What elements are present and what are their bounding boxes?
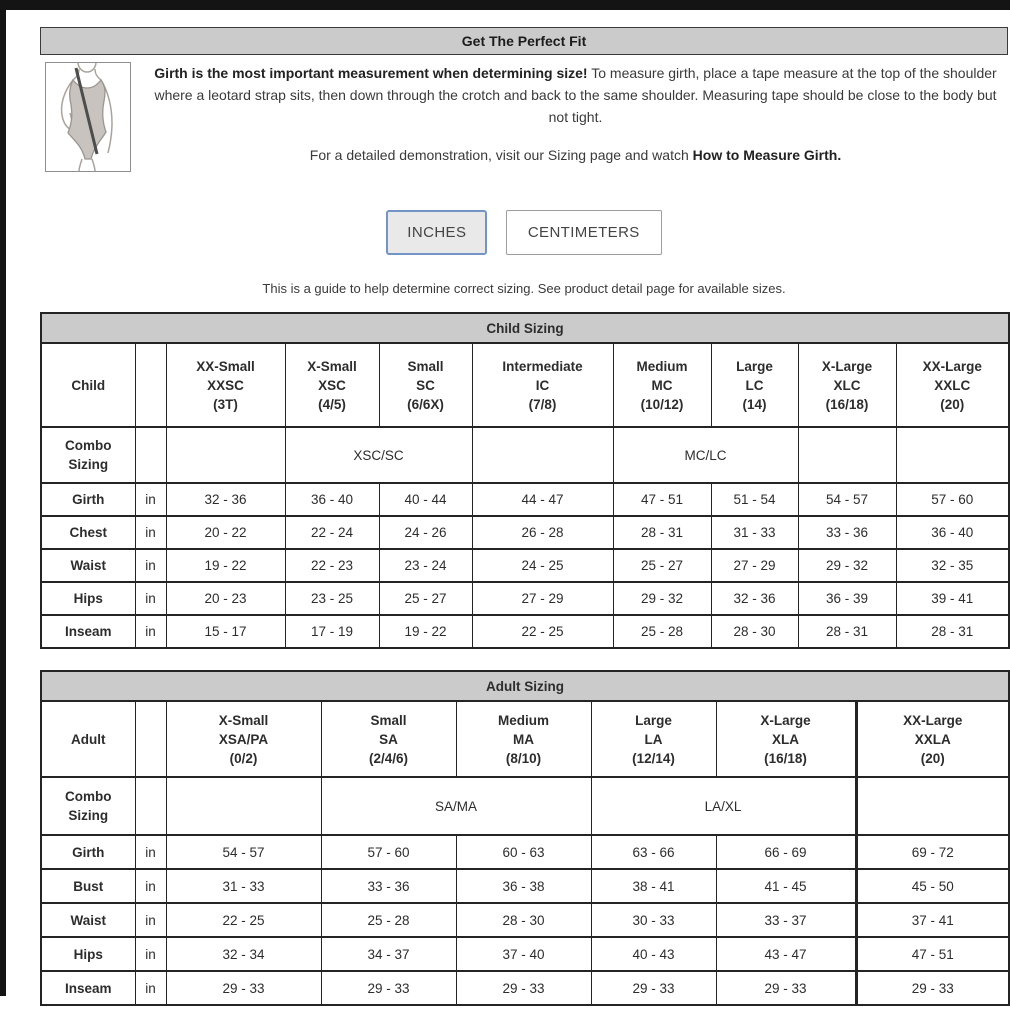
cell: 43 - 47 — [716, 937, 856, 971]
centimeters-button[interactable]: CENTIMETERS — [506, 210, 662, 255]
leotard-figure-icon — [46, 63, 130, 171]
cell: 27 - 29 — [711, 549, 798, 582]
cell: 36 - 40 — [285, 483, 379, 516]
column-header-xsa: X-Small XSA/PA (0/2) — [166, 701, 321, 777]
column-header-xlc: X-Large XLC (16/18) — [798, 343, 896, 427]
cell: 51 - 54 — [711, 483, 798, 516]
adult-sizing-table — [40, 670, 1010, 1006]
cell — [896, 427, 1009, 483]
cell: 22 - 23 — [285, 549, 379, 582]
adult-waist-row: Waist in 22 - 25 25 - 28 28 - 30 30 - 33 33 - 37 37 - 41 — [41, 903, 1009, 937]
child-girth-row: Girth in 32 - 36 36 - 40 40 - 44 44 - 47 47 - 51 51 - 54 54 - 57 57 - 60 — [41, 483, 1009, 516]
adult-row-header: Adult — [41, 701, 135, 777]
cell: 20 - 22 — [166, 516, 285, 549]
cell: 32 - 36 — [711, 582, 798, 615]
cell: 29 - 32 — [613, 582, 711, 615]
cell: 24 - 25 — [472, 549, 613, 582]
cell: 47 - 51 — [856, 937, 1009, 971]
demo-note: For a detailed demonstration, visit our Sizing page and watch How to Measure Girth. — [309, 147, 842, 163]
girth-intro-text — [131, 62, 1008, 166]
cell: 25 - 27 — [379, 582, 472, 615]
combo-la-xl: LA/XL — [591, 777, 856, 835]
cell: 44 - 47 — [472, 483, 613, 516]
child-inseam-row: Inseam in 15 - 17 17 - 19 19 - 22 22 - 25 25 - 28 28 - 30 28 - 31 28 - 31 — [41, 615, 1009, 648]
cell: 28 - 31 — [896, 615, 1009, 648]
inches-button[interactable]: INCHES — [386, 210, 487, 255]
cell: 41 - 45 — [716, 869, 856, 903]
cell: 29 - 33 — [321, 971, 456, 1005]
cell: 37 - 40 — [456, 937, 591, 971]
child-waist-row: Waist in 19 - 22 22 - 23 23 - 24 24 - 25 25 - 27 27 - 29 29 - 32 32 - 35 — [41, 549, 1009, 582]
cell — [135, 777, 166, 835]
girth-measurement-image — [45, 62, 131, 172]
cell — [472, 427, 613, 483]
cell: 23 - 25 — [285, 582, 379, 615]
window-frame-top — [0, 0, 1010, 10]
adult-table-title: Adult Sizing — [41, 671, 1009, 701]
unit-column-header — [135, 701, 166, 777]
window-frame-left — [0, 0, 6, 996]
cell: 36 - 38 — [456, 869, 591, 903]
cell: 28 - 31 — [798, 615, 896, 648]
cell: 32 - 34 — [166, 937, 321, 971]
adult-combo-row — [41, 777, 1009, 835]
column-header-lc: Large LC (14) — [711, 343, 798, 427]
cell: 36 - 39 — [798, 582, 896, 615]
cell: 25 - 27 — [613, 549, 711, 582]
cell — [856, 777, 1009, 835]
cell — [135, 427, 166, 483]
cell — [166, 777, 321, 835]
girth-intro-section — [40, 62, 1008, 172]
column-header-sa: Small SA (2/4/6) — [321, 701, 456, 777]
child-chest-row: Chest in 20 - 22 22 - 24 24 - 26 26 - 28 28 - 31 31 - 33 33 - 36 36 - 40 — [41, 516, 1009, 549]
cell: 24 - 26 — [379, 516, 472, 549]
column-header-ic: Intermediate IC (7/8) — [472, 343, 613, 427]
cell: 26 - 28 — [472, 516, 613, 549]
cell: 45 - 50 — [856, 869, 1009, 903]
cell: 33 - 36 — [798, 516, 896, 549]
cell: 29 - 33 — [456, 971, 591, 1005]
combo-sizing-label: Combo Sizing — [41, 777, 135, 835]
sizing-guide-page — [40, 10, 1008, 1006]
cell: 57 - 60 — [896, 483, 1009, 516]
cell: 22 - 25 — [472, 615, 613, 648]
child-hips-row: Hips in 20 - 23 23 - 25 25 - 27 27 - 29 29 - 32 32 - 36 36 - 39 39 - 41 — [41, 582, 1009, 615]
cell: 69 - 72 — [856, 835, 1009, 869]
combo-sizing-label: Combo Sizing — [41, 427, 135, 483]
cell: 29 - 33 — [166, 971, 321, 1005]
cell: 33 - 36 — [321, 869, 456, 903]
cell: 37 - 41 — [856, 903, 1009, 937]
column-header-xsc: X-Small XSC (4/5) — [285, 343, 379, 427]
cell: 40 - 44 — [379, 483, 472, 516]
cell: 15 - 17 — [166, 615, 285, 648]
cell: 22 - 24 — [285, 516, 379, 549]
column-header-sc: Small SC (6/6X) — [379, 343, 472, 427]
cell: 66 - 69 — [716, 835, 856, 869]
cell: 28 - 30 — [456, 903, 591, 937]
child-sizing-table — [40, 312, 1010, 649]
cell: 28 - 30 — [711, 615, 798, 648]
cell: 40 - 43 — [591, 937, 716, 971]
cell: 47 - 51 — [613, 483, 711, 516]
cell: 29 - 32 — [798, 549, 896, 582]
cell: 23 - 24 — [379, 549, 472, 582]
cell: 36 - 40 — [896, 516, 1009, 549]
cell: 28 - 31 — [613, 516, 711, 549]
combo-mc-lc: MC/LC — [613, 427, 798, 483]
cell: 38 - 41 — [591, 869, 716, 903]
cell: 20 - 23 — [166, 582, 285, 615]
girth-description: Girth is the most important measurement when determining size! To measure girth, place a tape measure at the top of the shoulder where a leotard strap sits, then down through the crotch and back to the same shoulder. Measuring tape should be close to the body but not tight. — [154, 65, 997, 125]
cell: 29 - 33 — [716, 971, 856, 1005]
adult-hips-row: Hips in 32 - 34 34 - 37 37 - 40 40 - 43 43 - 47 47 - 51 — [41, 937, 1009, 971]
cell: 25 - 28 — [321, 903, 456, 937]
cell: 22 - 25 — [166, 903, 321, 937]
cell: 31 - 33 — [711, 516, 798, 549]
cell: 63 - 66 — [591, 835, 716, 869]
cell: 32 - 36 — [166, 483, 285, 516]
child-combo-row — [41, 427, 1009, 483]
cell — [166, 427, 285, 483]
cell: 31 - 33 — [166, 869, 321, 903]
adult-inseam-row: Inseam in 29 - 33 29 - 33 29 - 33 29 - 33 29 - 33 29 - 33 — [41, 971, 1009, 1005]
column-header-xxlc: XX-Large XXLC (20) — [896, 343, 1009, 427]
cell: 54 - 57 — [166, 835, 321, 869]
combo-xsc-sc: XSC/SC — [285, 427, 472, 483]
cell: 39 - 41 — [896, 582, 1009, 615]
adult-header-row — [41, 701, 1009, 777]
cell: 32 - 35 — [896, 549, 1009, 582]
adult-girth-row: Girth in 54 - 57 57 - 60 60 - 63 63 - 66 66 - 69 69 - 72 — [41, 835, 1009, 869]
cell: 54 - 57 — [798, 483, 896, 516]
column-header-xxla: XX-Large XXLA (20) — [856, 701, 1009, 777]
column-header-mc: Medium MC (10/12) — [613, 343, 711, 427]
cell: 60 - 63 — [456, 835, 591, 869]
adult-bust-row: Bust in 31 - 33 33 - 36 36 - 38 38 - 41 41 - 45 45 - 50 — [41, 869, 1009, 903]
cell: 27 - 29 — [472, 582, 613, 615]
cell: 25 - 28 — [613, 615, 711, 648]
page-title: Get The Perfect Fit — [40, 27, 1008, 55]
child-table-title: Child Sizing — [41, 313, 1009, 343]
cell: 30 - 33 — [591, 903, 716, 937]
combo-sa-ma: SA/MA — [321, 777, 591, 835]
cell: 19 - 22 — [166, 549, 285, 582]
column-header-xla: X-Large XLA (16/18) — [716, 701, 856, 777]
unit-column-header — [135, 343, 166, 427]
cell: 57 - 60 — [321, 835, 456, 869]
cell: 19 - 22 — [379, 615, 472, 648]
cell — [798, 427, 896, 483]
cell: 33 - 37 — [716, 903, 856, 937]
column-header-xxsc: XX-Small XXSC (3T) — [166, 343, 285, 427]
cell: 29 - 33 — [856, 971, 1009, 1005]
child-row-header: Child — [41, 343, 135, 427]
guide-note: This is a guide to help determine correct sizing. See product detail page for available sizes. — [262, 281, 786, 296]
column-header-la: Large LA (12/14) — [591, 701, 716, 777]
cell: 34 - 37 — [321, 937, 456, 971]
column-header-ma: Medium MA (8/10) — [456, 701, 591, 777]
cell: 29 - 33 — [591, 971, 716, 1005]
child-header-row — [41, 343, 1009, 427]
unit-toggle-group — [40, 210, 1008, 255]
cell: 17 - 19 — [285, 615, 379, 648]
